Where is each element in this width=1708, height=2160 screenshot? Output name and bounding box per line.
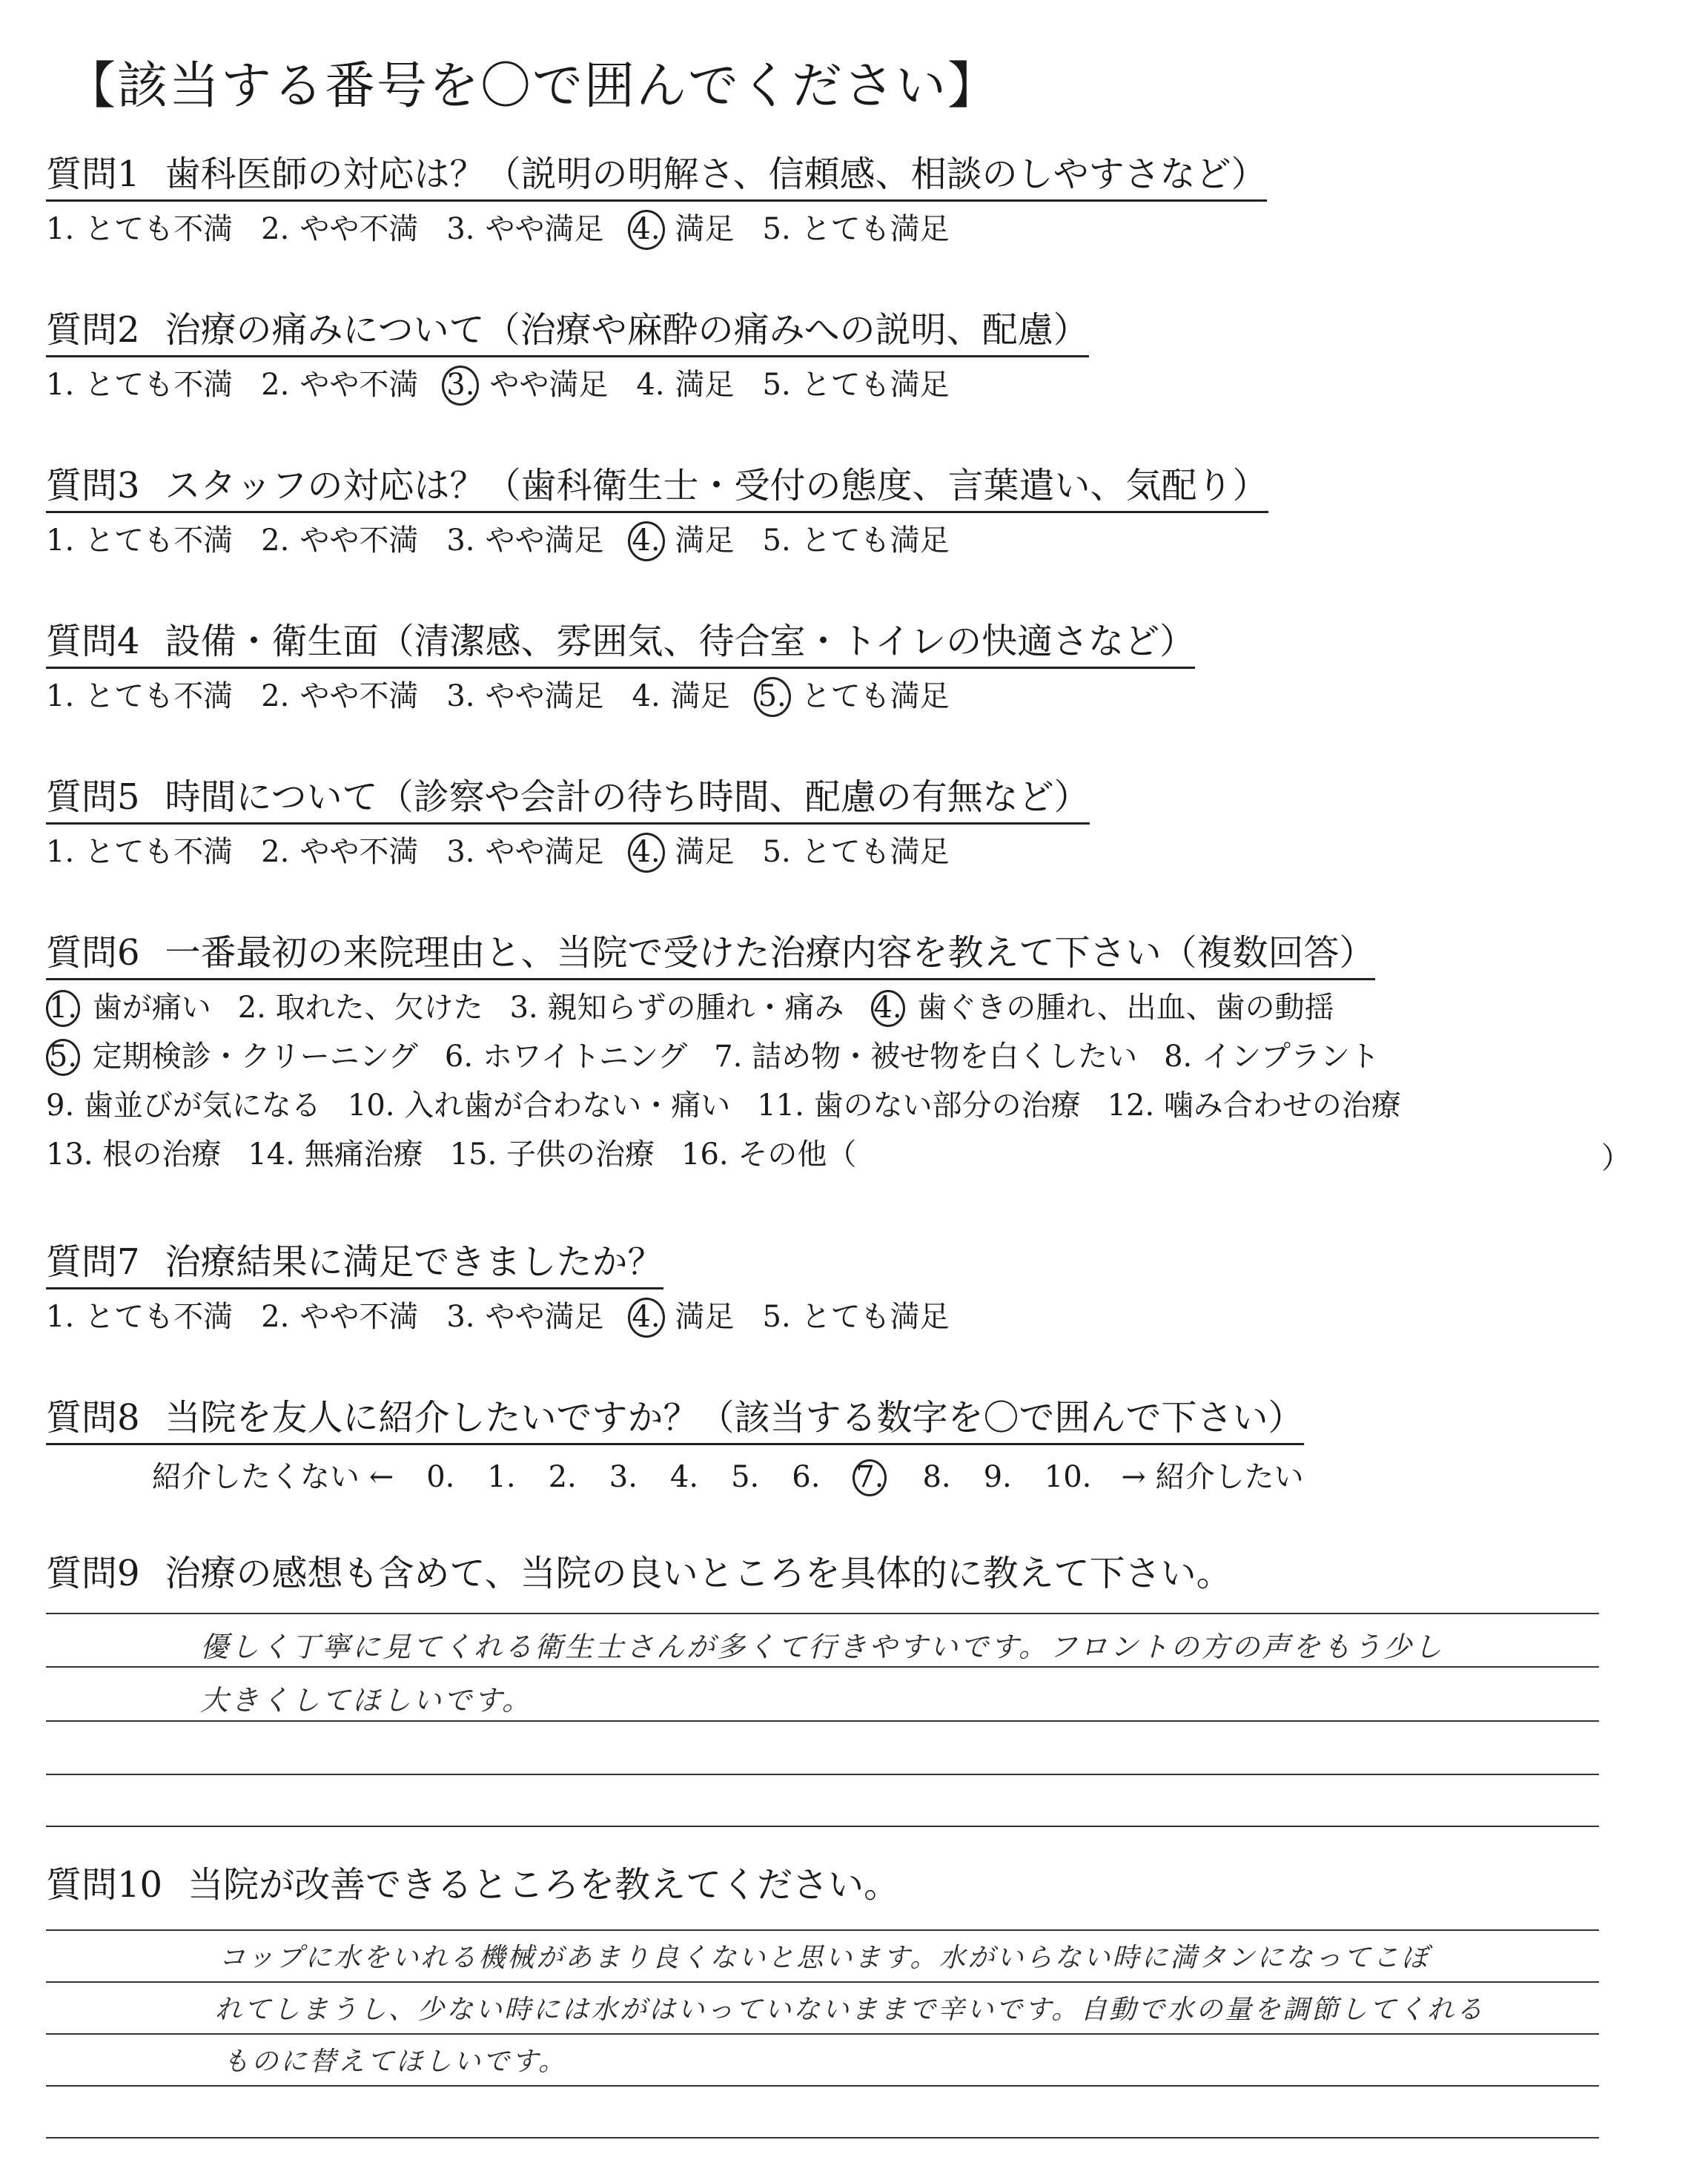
question-5-number: 質問5 (46, 776, 140, 818)
question-2-text: 治療の痛みについて（治療や麻酔の痛みへの説明、配慮） (165, 309, 1089, 351)
option-label: やや満足 (489, 368, 609, 402)
item-label: その他（ (738, 1137, 857, 1172)
item-label: 歯ぐきの腫れ、出血、歯の動揺 (917, 991, 1334, 1025)
option-label: やや満足 (485, 679, 604, 713)
question-2-option-4[interactable] (636, 364, 734, 406)
item-label: 根の治療 (102, 1137, 222, 1172)
circled-number: 4. (628, 210, 665, 250)
option-label: とても不満 (85, 835, 234, 869)
question-7-option-3[interactable] (446, 1296, 603, 1338)
question-10-text: 当院が改善できるところを教えてください。 (188, 1864, 900, 1906)
scale-value-3[interactable]: 3. (609, 1460, 638, 1494)
option-label: 満足 (670, 679, 730, 713)
question-5-options (46, 831, 978, 873)
option-label: とても不満 (85, 368, 234, 402)
question-5-option-2[interactable] (261, 831, 418, 873)
question-6-row-3 (46, 1081, 1428, 1130)
question-10-number: 質問10 (46, 1864, 163, 1906)
question-4-number: 質問4 (46, 621, 140, 662)
question-3-option-5[interactable] (763, 520, 950, 561)
question-2-number: 質問2 (46, 309, 140, 351)
question-7-option-2[interactable] (261, 1296, 418, 1338)
question-9-number: 質問9 (46, 1553, 140, 1594)
option-number: 4. (632, 679, 661, 713)
circled-number: 3. (442, 366, 479, 406)
question-4-option-5[interactable] (758, 676, 950, 717)
item-label: 取れた、欠けた (275, 991, 483, 1025)
item-label: ホワイトニング (482, 1040, 688, 1074)
item-label: インプラント (1202, 1040, 1380, 1074)
option-label: とても満足 (801, 1300, 950, 1334)
item-label: 歯が痛い (92, 991, 211, 1025)
option-number: 1. (46, 212, 75, 246)
item-label: 噛み合わせの治療 (1163, 1089, 1401, 1123)
option-number: 4. (636, 368, 665, 402)
scale-value-6[interactable]: 6. (792, 1460, 821, 1494)
question-6-items (46, 983, 1428, 1179)
option-label: 満足 (675, 368, 735, 402)
question-4-option-1[interactable] (46, 676, 233, 717)
reason-item[interactable] (46, 1032, 418, 1081)
option-label: やや不満 (299, 835, 419, 869)
option-label: やや満足 (485, 524, 604, 558)
option-number: 5. (762, 368, 791, 402)
question-4-options (46, 676, 978, 717)
question-9-title (46, 1551, 1232, 1599)
option-number: 2. (261, 679, 290, 713)
question-4-option-4[interactable] (632, 676, 730, 717)
question-2-title (46, 308, 1089, 357)
option-number: 1. (46, 1300, 75, 1334)
reason-item[interactable] (46, 1081, 321, 1130)
question-7-option-4[interactable] (632, 1296, 735, 1338)
question-3-option-2[interactable] (261, 520, 418, 561)
handwritten-answer-line: コップに水をいれる機械があまり良くないと思います。水がいらない時に満タンになってこぼ (219, 1943, 1431, 1973)
scale-value-9[interactable]: 9. (983, 1460, 1012, 1494)
question-3-options (46, 520, 978, 561)
question-5-option-3[interactable] (446, 831, 603, 873)
option-label: とても満足 (801, 368, 950, 402)
handwritten-answer-line: ものに替えてほしいです。 (222, 2047, 568, 2077)
option-label: やや不満 (299, 1300, 419, 1334)
option-label: とても満足 (801, 212, 950, 246)
question-6-row-2 (46, 1032, 1428, 1081)
circled-number: 4. (628, 1298, 665, 1338)
scale-value-5[interactable]: 5. (731, 1460, 760, 1494)
option-label: とても満足 (801, 524, 950, 558)
option-label: とても不満 (85, 524, 234, 558)
question-7-options (46, 1296, 978, 1338)
circled-number: 5. (754, 677, 791, 717)
question-5-option-5[interactable] (763, 831, 950, 873)
option-number: 3. (446, 212, 475, 246)
option-label: やや満足 (485, 1300, 604, 1334)
item-label: 無痛治療 (304, 1137, 423, 1172)
question-6-text: 一番最初の来院理由と、当院で受けた治療内容を教えて下さい（複数回答） (165, 932, 1375, 974)
reason-item[interactable] (46, 1130, 221, 1179)
option-number: 2. (261, 835, 290, 869)
item-number: 8. (1164, 1040, 1193, 1074)
handwritten-answer-line: 優しく丁寧に見てくれる衛生士さんが多くて行きやすいです。フロントの方の声をもう少し (200, 1631, 1444, 1663)
question-10-title (46, 1863, 899, 1910)
option-label: 満足 (675, 524, 735, 558)
circled-number: 5. (46, 1039, 80, 1076)
question-6-number: 質問6 (46, 932, 140, 974)
answer-line (46, 1981, 1599, 1983)
option-number: 5. (762, 524, 791, 558)
scale-value-8[interactable]: 8. (922, 1460, 951, 1494)
item-number: 10. (347, 1089, 395, 1123)
question-3-number: 質問3 (46, 465, 140, 506)
item-number: 3. (509, 991, 538, 1025)
question-9-text: 治療の感想も含めて、当院の良いところを具体的に教えて下さい。 (165, 1553, 1232, 1594)
answer-line (46, 2137, 1599, 2138)
item-number: 7. (714, 1040, 743, 1074)
reason-item[interactable] (757, 1081, 1080, 1130)
reason-item[interactable] (681, 1130, 856, 1179)
option-number: 3. (446, 524, 475, 558)
option-number: 2. (261, 1300, 290, 1334)
question-1-option-5[interactable] (763, 208, 950, 250)
option-number: 3. (446, 1300, 475, 1334)
question-6-row-4 (46, 1130, 1428, 1179)
scale-right-label: → 紹介したい (1121, 1460, 1304, 1494)
question-3-option-1[interactable] (46, 520, 233, 561)
option-number: 1. (46, 368, 75, 402)
handwritten-answer-line: れてしまうし、少ない時には水がはいっていないままで辛いです。自動で水の量を調節してくれる (215, 1995, 1486, 2025)
item-number: 16. (681, 1137, 729, 1172)
option-number: 2. (261, 368, 290, 402)
question-7-number: 質問7 (46, 1241, 140, 1283)
item-label: 親知らずの腫れ・痛み (547, 991, 844, 1025)
item-label: 歯並びが気になる (83, 1089, 321, 1123)
question-3-title (46, 463, 1268, 513)
option-label: 満足 (675, 1300, 735, 1334)
question-5-title (46, 775, 1090, 825)
answer-line (46, 1826, 1599, 1827)
question-3-option-3[interactable] (446, 520, 603, 561)
question-1-title (46, 152, 1267, 202)
item-label: 歯のない部分の治療 (813, 1089, 1081, 1123)
scale-value-0[interactable]: 0. (426, 1460, 455, 1494)
item-number: 13. (46, 1137, 93, 1172)
question-6-row-1 (46, 983, 1428, 1032)
question-4-title (46, 619, 1195, 669)
reason-item[interactable] (871, 983, 1334, 1032)
option-number: 5. (762, 212, 791, 246)
other-close-paren: ） (1601, 1141, 1631, 1175)
reason-item[interactable] (238, 983, 483, 1032)
question-2-option-3[interactable] (446, 364, 608, 406)
question-5-text: 時間について（診察や会計の待ち時間、配慮の有無など） (165, 776, 1090, 818)
question-1-options (46, 208, 978, 250)
question-3-option-4[interactable] (632, 520, 735, 561)
item-label: 子供の治療 (506, 1137, 655, 1172)
question-1-option-3[interactable] (446, 208, 603, 250)
question-2-option-2[interactable] (261, 364, 418, 406)
option-label: やや不満 (299, 679, 419, 713)
reason-item[interactable] (348, 1081, 730, 1130)
scale-value-10[interactable]: 10. (1044, 1460, 1092, 1494)
reason-item[interactable] (450, 1130, 655, 1179)
scale-left-label: 紹介したくない ← (152, 1460, 394, 1494)
circled-number: 4. (871, 990, 905, 1027)
question-2-options (46, 364, 978, 406)
item-label: 詰め物・被せ物を白くしたい (752, 1040, 1138, 1074)
question-1-option-1[interactable] (46, 208, 233, 250)
question-4-option-2[interactable] (261, 676, 418, 717)
item-number: 14. (248, 1137, 295, 1172)
option-label: とても不満 (85, 679, 234, 713)
item-label: 定期検診・クリーニング (92, 1040, 418, 1074)
scale-value-2[interactable]: 2. (548, 1460, 577, 1494)
option-label: やや満足 (485, 212, 604, 246)
question-1-option-2[interactable] (261, 208, 418, 250)
option-number: 5. (762, 1300, 791, 1334)
option-number: 2. (261, 212, 290, 246)
item-number: 12. (1107, 1089, 1155, 1123)
reason-item[interactable] (510, 983, 844, 1032)
circled-number: 1. (46, 990, 80, 1027)
question-7-option-5[interactable] (763, 1296, 950, 1338)
page-heading: 【該当する番号を〇で囲んでください】 (65, 57, 1000, 116)
circled-number: 4. (628, 521, 665, 561)
item-number: 6. (444, 1040, 474, 1074)
question-8-number: 質問8 (46, 1397, 140, 1439)
item-number: 9. (46, 1089, 75, 1123)
question-6-title (46, 931, 1375, 980)
item-label: 入れ歯が合わない・痛い (404, 1089, 731, 1123)
answer-line (46, 1666, 1599, 1668)
question-7-option-1[interactable] (46, 1296, 233, 1338)
option-label: とても満足 (801, 835, 950, 869)
reason-item[interactable] (248, 1130, 423, 1179)
option-number: 3. (446, 835, 475, 869)
question-8-title (46, 1396, 1304, 1445)
recommend-scale (152, 1453, 1304, 1496)
option-number: 3. (446, 679, 475, 713)
reason-item[interactable] (445, 1032, 687, 1081)
option-label: やや満足 (485, 835, 604, 869)
question-4-option-3[interactable] (446, 676, 603, 717)
question-1-text: 歯科医師の対応は？（説明の明解さ、信頼感、相談のしやすさなど） (165, 153, 1267, 195)
answer-line (46, 1720, 1599, 1722)
option-number: 5. (762, 835, 791, 869)
answer-line (46, 2033, 1599, 2035)
scale-value-7[interactable]: 7. (853, 1459, 887, 1496)
option-label: とても不満 (85, 1300, 234, 1334)
scale-value-1[interactable]: 1. (487, 1460, 516, 1494)
item-number: 11. (757, 1089, 804, 1123)
option-label: やや不満 (299, 524, 419, 558)
question-1-option-4[interactable] (632, 208, 735, 250)
question-7-text: 治療結果に満足できましたか？ (165, 1241, 663, 1283)
scale-value-4[interactable]: 4. (669, 1460, 699, 1494)
question-3-text: スタッフの対応は？（歯科衛生士・受付の態度、言葉遣い、気配り） (165, 465, 1268, 506)
answer-line (46, 1929, 1599, 1931)
handwritten-answer-line: 大きくしてほしいです。 (200, 1684, 532, 1717)
question-5-option-1[interactable] (46, 831, 233, 873)
option-number: 2. (261, 524, 290, 558)
item-number: 15. (449, 1137, 497, 1172)
question-1-number: 質問1 (46, 153, 140, 195)
question-2-option-5[interactable] (763, 364, 950, 406)
option-label: とても満足 (801, 679, 950, 713)
circled-number: 4. (628, 833, 665, 873)
question-2-option-1[interactable] (46, 364, 233, 406)
option-label: やや不満 (299, 212, 419, 246)
option-label: とても不満 (85, 212, 234, 246)
option-label: 満足 (675, 835, 735, 869)
option-label: やや不満 (299, 368, 419, 402)
option-number: 1. (46, 679, 75, 713)
question-5-option-4[interactable] (632, 831, 735, 873)
answer-line (46, 2085, 1599, 2087)
question-8-text: 当院を友人に紹介したいですか？（該当する数字を〇で囲んで下さい） (165, 1397, 1304, 1439)
option-number: 1. (46, 835, 75, 869)
option-number: 1. (46, 524, 75, 558)
answer-line (46, 1613, 1599, 1614)
reason-item[interactable] (1108, 1081, 1401, 1130)
item-number: 2. (237, 991, 266, 1025)
question-4-text: 設備・衛生面（清潔感、雰囲気、待合室・トイレの快適さなど） (165, 621, 1196, 662)
answer-line (46, 1774, 1599, 1775)
reason-item[interactable] (46, 983, 211, 1032)
option-label: 満足 (675, 212, 735, 246)
reason-item[interactable] (1164, 1032, 1380, 1081)
reason-item[interactable] (714, 1032, 1137, 1081)
question-7-title (46, 1240, 663, 1289)
